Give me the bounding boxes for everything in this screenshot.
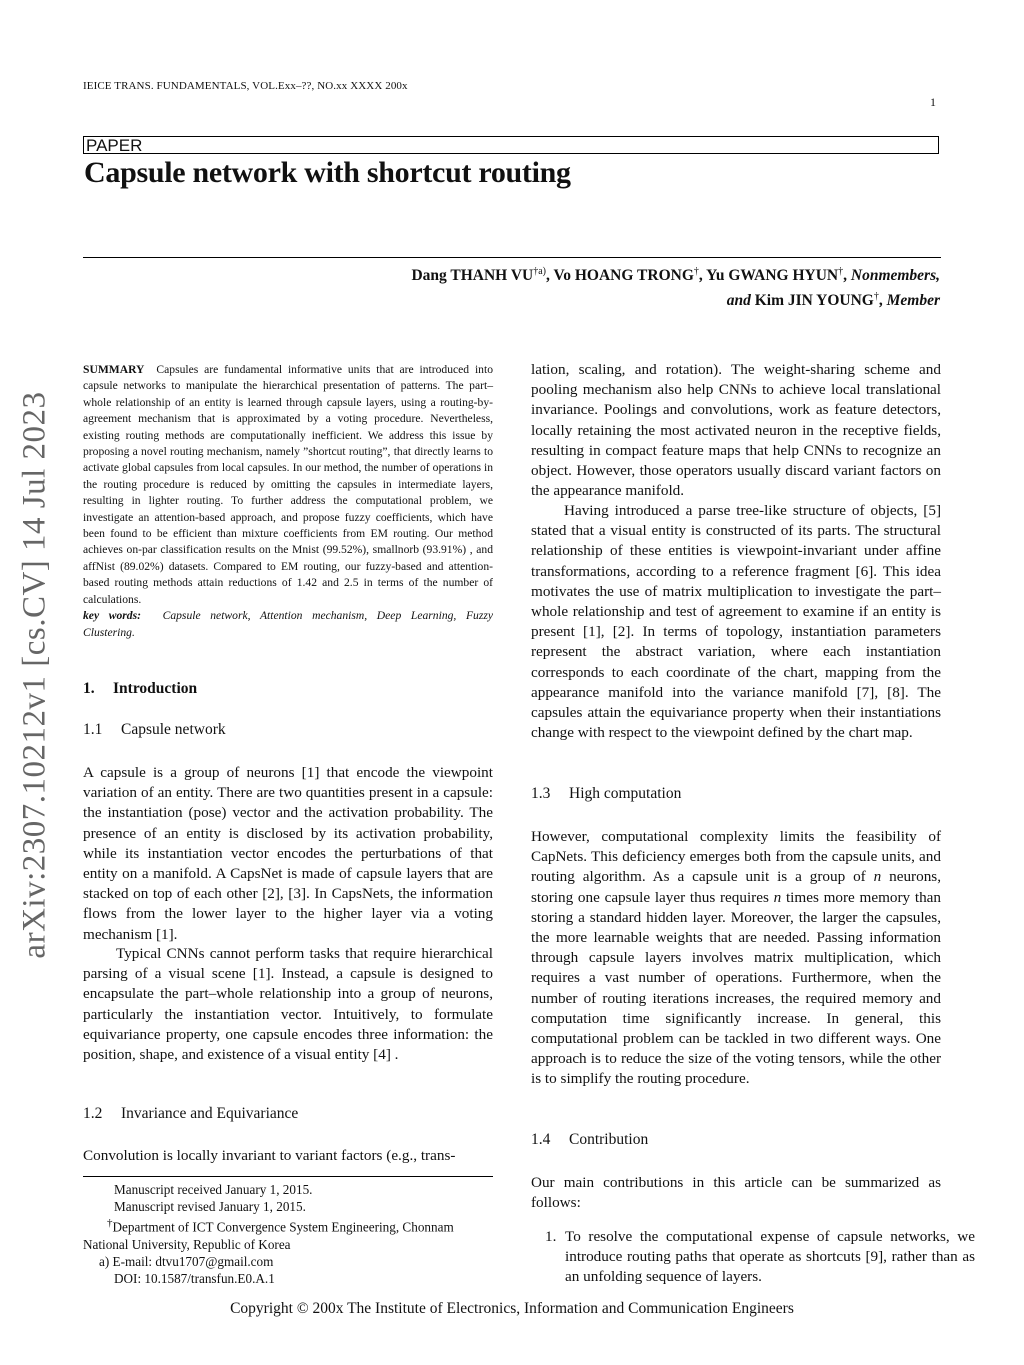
- author-status-1: Nonmembers,: [850, 267, 940, 285]
- section-number: 1.: [83, 680, 95, 697]
- paragraph-typical-cnns: Typical CNNs cannot perform tasks that require hierarchical parsing of a visual scene [1]. Instead, a capsule is designed to encapsulate the part–whole relationship into a group of neurons, particularly the instantiation vector. Intuitively, to formulate equivariance property, one capsule encodes three information: the position, shape, and existence of a visual entity [4] .: [83, 945, 493, 1064]
- author-3: Yu GWANG HYUN: [706, 267, 839, 285]
- subsection-heading-contribution: [531, 1131, 941, 1149]
- author-2-mark: †: [693, 266, 699, 277]
- footnote-doi: DOI: 10.1587/transfun.E0.A.1: [114, 1271, 275, 1287]
- author-3-mark: †: [838, 266, 844, 277]
- subsection-title: Contribution: [569, 1131, 649, 1148]
- paragraph-computational-complexity: [531, 827, 941, 1090]
- author-and: and: [726, 292, 751, 310]
- summary-text: Capsules are fundamental informative units that are introduced into capsule networks to manipulate the hierarchical presentation of patterns. The part–whole relationship of an entity is learned through capsule layers, using a routing-by-agreement mechanism that is approximated by a voting procedure. Nevertheless, existing routing methods are computationally inefficient. We address this issue by proposing a novel routing mechanism, namely ”shortcut routing”, that directly learns to activate global capsules from local capsules. In our method, the number of operations in the routing procedure is reduced by omitting the capsules in intermediate layers, resulting in lighter routing. To further address the computational problem, we investigate an attention-based approach, and propose fuzzy coefficients, which have been found to be efficient than mixture coefficients from EM routing. Our method achieves on-par classification results on the Mnist (99.52%), smallnorb (93.91%) , and affNist (89.02%) datasets. Compared to EM routing, our fuzzy-based and attention-based routing methods attain reductions of 1.42 and 2.5 in terms of the number of calculations.: [83, 363, 493, 606]
- subsection-number: 1.2: [83, 1105, 103, 1122]
- subsection-title: Invariance and Equivariance: [121, 1105, 299, 1122]
- footnote-email: [83, 1253, 493, 1270]
- paper-title: Capsule network with shortcut routing: [84, 156, 571, 189]
- subsection-number: 1.1: [83, 721, 103, 738]
- footnote-email-mark: a): [99, 1254, 110, 1270]
- footnote-rule: [83, 1176, 493, 1177]
- subsection-heading-high-computation: [531, 785, 941, 803]
- subsection-title: High computation: [569, 785, 682, 802]
- paper-type-label: PAPER: [86, 136, 143, 155]
- section-heading-introduction: [83, 680, 493, 698]
- footnote-email-text: E-mail: dtvu1707@gmail.com: [112, 1254, 274, 1270]
- author-1: Dang THANH VU: [411, 267, 534, 285]
- summary-block: [83, 362, 493, 641]
- complexity-text-c: times more memory than storing a standard hidden layer. Moreover, the larger the capsules, the more learnable weights that are needed. Passing information through capsule layers involves matrix multiplication, which requires a vast number of operations. Furthermore, when the number of routing iterations increases, the required memory and computation time significantly increase. In general, this computational problem can be tackled in two different ways. One approach is to reduce the size of the voting tensors, while the other is to simplify the routing procedure.: [531, 888, 942, 1088]
- page-number: 1: [930, 95, 936, 109]
- footnote-received: Manuscript received January 1, 2015.: [114, 1182, 313, 1197]
- running-head: IEICE TRANS. FUNDAMENTALS, VOL.Exx–??, NO.xx XXXX 200x: [83, 80, 408, 92]
- title-rule: [83, 257, 941, 258]
- author-line-1: Dang THANH VU$^{\dagger a)}$, Vo HOANG TRONG†, Yu GWANG HYUN†, Nonmembers,: [411, 266, 940, 285]
- footnotes: [83, 1181, 493, 1288]
- section-title: Introduction: [113, 680, 198, 697]
- subsection-number: 1.3: [531, 785, 551, 802]
- contribution-list-item: [531, 1227, 975, 1288]
- author-4-mark: †: [873, 291, 879, 303]
- complexity-text-a: However, computational complexity limits the feasibility of CapNets. This deficiency emerges both from the capsule units, and routing algorithm. As a capsule unit is a group of: [531, 828, 941, 886]
- keywords-label: key words:: [83, 609, 141, 623]
- subsection-title: Capsule network: [121, 721, 226, 738]
- complexity-var-n-2: n: [773, 888, 782, 906]
- complexity-var-n-1: n: [873, 868, 882, 886]
- footnote-department-text: Department of ICT Convergence System Engineering, Chonnam National University, Republic of Korea: [83, 1219, 454, 1252]
- author-block: [240, 261, 940, 311]
- copyright-footer: Copyright © 200x The Institute of Electronics, Information and Communication Engineers: [230, 1300, 794, 1317]
- author-2: Vo HOANG TRONG: [553, 267, 694, 285]
- arxiv-identifier: arXiv:2307.10212v1 [cs.CV] 14 Jul 2023: [16, 391, 53, 959]
- list-item-number: 1.: [545, 1228, 557, 1245]
- paragraph-convolution-continued: lation, scaling, and rotation). The weight-sharing scheme and pooling mechanism also help CNNs to achieve local translational invariance. Poolings and convolutions, work as feature detectors, locally retaining the most activated neuron in the receptive fields, resulting in compact feature maps that help CNNs to recognize an object. However, those operators usually discard variant factors on the appearance manifold.: [531, 361, 941, 500]
- paragraph-parse-tree: Having introduced a parse tree-like structure of objects, [5] stated that a visual entity is constructed of its parts. The structural relationship of these entities is viewpoint-invariant under affine transformations, according to a reference fragment [6]. This idea motivates the use of matrix multiplication to investigate the part–whole relationship and test of agreement to examine if an entity is present [1], [2]. In terms of topology, instantiation parameters represent the abstract variation, where each instantiation corresponds to each coordinate of the chart, mapping from the appearance manifold into the variance manifold [7], [8]. The capsules attain the equivariance property when their instantiations change with respect to the viewpoint defined by the chart map.: [531, 502, 941, 742]
- paragraph-contributions-intro: Our main contributions in this article can be summarized as follows:: [531, 1174, 941, 1212]
- complexity-text-b: neurons, storing one capsule layer thus requires: [531, 868, 942, 906]
- author-4: Kim JIN YOUNG: [754, 292, 874, 310]
- footnote-department-mark: †: [107, 1217, 113, 1230]
- subsection-heading-invariance: [83, 1105, 493, 1123]
- summary-paragraph: [83, 362, 493, 608]
- keywords-text: Capsule network, Attention mechanism, Deep Learning, Fuzzy Clustering.: [83, 609, 494, 639]
- paragraph-convolution-start: Convolution is locally invariant to variant factors (e.g., trans-: [83, 1147, 456, 1164]
- summary-label: SUMMARY: [83, 363, 145, 376]
- author-status-2: Member: [886, 292, 940, 310]
- author-line-2: and Kim JIN YOUNG†, Member: [726, 291, 940, 310]
- list-item-text: To resolve the computational expense of capsule networks, we introduce routing paths that operate as shortcuts [9], rather than as an unfolding sequence of layers.: [565, 1228, 975, 1286]
- paper-type-box: [83, 136, 939, 154]
- keywords: [83, 608, 493, 641]
- subsection-heading-capsule-network: [83, 721, 493, 739]
- paragraph-capsule-definition: A capsule is a group of neurons [1] that encode the viewpoint variation of an entity. There are two quantities present in a capsule: the instantiation (pose) vector and the activation probability. The presence of an entity is disclosed by its activation probability, while its instantiation vector encodes the perturbations of that entity on a manifold. A CapsNet is made of capsule layers that are stacked on top of each other [2], [3]. In CapsNets, the information flows from the lower layer to the higher layer via a voting mechanism [1].: [83, 764, 493, 943]
- arxiv-sidebar: [10, 380, 60, 970]
- footnote-revised: Manuscript revised January 1, 2015.: [114, 1199, 306, 1215]
- author-1-mark: †a): [533, 266, 546, 277]
- subsection-number: 1.4: [531, 1131, 551, 1148]
- footnote-department: [83, 1215, 493, 1253]
